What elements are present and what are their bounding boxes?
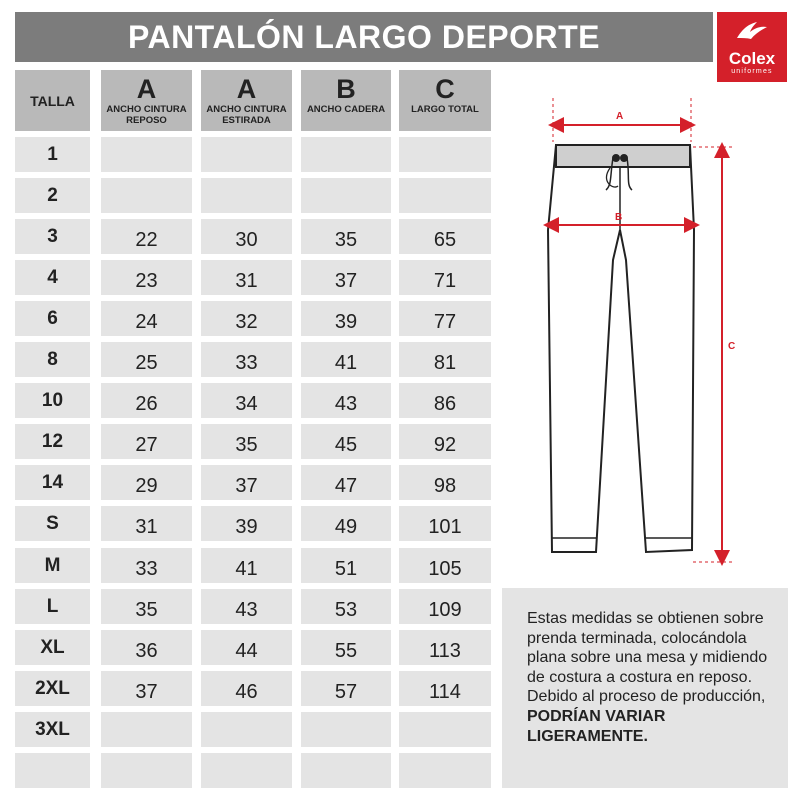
size-cell <box>15 506 90 541</box>
value: 23 <box>135 270 158 292</box>
value-cell <box>201 671 292 706</box>
value-cell <box>101 260 192 295</box>
size-cell <box>15 219 90 254</box>
value-cell <box>301 548 391 583</box>
value: 44 <box>235 640 258 662</box>
bird-icon <box>735 18 769 44</box>
value: 47 <box>334 475 358 497</box>
value-cell <box>301 630 391 665</box>
value-cell <box>301 712 391 747</box>
value-cell <box>399 506 491 541</box>
header-col-3 <box>301 70 391 131</box>
value: 33 <box>135 558 158 580</box>
value-cell <box>201 342 292 377</box>
value: 81 <box>433 352 457 374</box>
pants-outline <box>548 145 694 552</box>
value-cell <box>101 548 192 583</box>
value-cell <box>201 178 292 213</box>
value-cell <box>101 712 192 747</box>
header-col-2 <box>201 70 292 131</box>
page-title: PANTALÓN LARGO DEPORTE <box>15 12 713 62</box>
size-cell <box>15 424 90 459</box>
value: 55 <box>334 640 358 662</box>
value-cell <box>399 137 491 172</box>
size-cell <box>15 465 90 500</box>
size-cell <box>15 301 90 336</box>
value: 31 <box>135 516 158 538</box>
value-cell <box>201 383 292 418</box>
size-label: 2XL <box>35 677 70 699</box>
header-letter: A <box>236 74 257 104</box>
value: 113 <box>429 640 461 662</box>
value: 49 <box>334 516 358 538</box>
value-cell <box>101 589 192 624</box>
value-cell <box>201 506 292 541</box>
header-label: ANCHO CINTURA ESTIRADA <box>206 104 287 126</box>
value: 34 <box>235 393 258 415</box>
value-cell <box>301 178 391 213</box>
value: 35 <box>235 434 258 456</box>
value-cell <box>399 178 491 213</box>
size-label: M <box>44 554 61 576</box>
value-cell <box>101 301 192 336</box>
brand-sub: uniformes <box>731 68 773 75</box>
value-cell <box>201 589 292 624</box>
value-cell <box>399 383 491 418</box>
size-label: 8 <box>47 348 58 370</box>
value: 36 <box>135 640 158 662</box>
value: 24 <box>135 311 158 333</box>
value-cell <box>201 630 292 665</box>
value-cell <box>101 424 192 459</box>
size-cell <box>15 589 90 624</box>
size-cell <box>15 178 90 213</box>
size-label: 3XL <box>35 718 70 740</box>
value-cell <box>301 589 391 624</box>
size-label: S <box>46 512 59 534</box>
value: 43 <box>235 599 258 621</box>
value-cell <box>201 219 292 254</box>
value: 22 <box>135 229 158 251</box>
value: 57 <box>334 681 358 703</box>
value-cell <box>301 383 391 418</box>
value: 92 <box>433 434 457 456</box>
value: 46 <box>235 681 258 703</box>
value-cell <box>201 424 292 459</box>
value-cell <box>201 548 292 583</box>
dimension-c-label: C <box>728 341 736 352</box>
value-cell <box>201 260 292 295</box>
value: 101 <box>428 516 462 538</box>
value-cell <box>301 260 391 295</box>
value-cell <box>101 630 192 665</box>
value-cell <box>399 548 491 583</box>
value-cell <box>399 301 491 336</box>
size-cell <box>15 260 90 295</box>
size-cell <box>15 671 90 706</box>
size-cell <box>15 137 90 172</box>
size-label: 4 <box>47 266 58 288</box>
header-label: ANCHO CADERA <box>306 104 386 115</box>
value-cell <box>101 178 192 213</box>
value: 25 <box>135 352 158 374</box>
value-cell <box>301 301 391 336</box>
value-cell <box>301 671 391 706</box>
value-cell <box>301 219 391 254</box>
value-cell <box>399 753 491 788</box>
value: 65 <box>433 229 457 251</box>
value: 27 <box>135 434 158 456</box>
header-size: TALLA <box>15 70 90 131</box>
pants-diagram <box>500 90 790 580</box>
size-cell <box>15 712 90 747</box>
value: 53 <box>334 599 358 621</box>
size-cell <box>15 342 90 377</box>
value: 37 <box>334 270 358 292</box>
value-cell <box>201 712 292 747</box>
value: 114 <box>429 681 461 703</box>
value-cell <box>101 219 192 254</box>
value: 31 <box>235 270 258 292</box>
value-cell <box>101 137 192 172</box>
value: 41 <box>235 558 258 580</box>
value-cell <box>301 424 391 459</box>
value: 41 <box>334 352 358 374</box>
value-cell <box>399 671 491 706</box>
value-cell <box>399 342 491 377</box>
size-label: 14 <box>41 471 64 493</box>
dimension-b-label: B <box>615 212 623 223</box>
value: 71 <box>433 270 457 292</box>
value-cell <box>399 219 491 254</box>
brand-name: Colex <box>728 49 776 68</box>
header-label: LARGO TOTAL <box>411 104 479 115</box>
size-label: 6 <box>47 307 58 329</box>
value-cell <box>101 342 192 377</box>
brand-logo <box>717 12 787 82</box>
value: 37 <box>235 475 258 497</box>
value: 45 <box>334 434 358 456</box>
value-cell <box>301 753 391 788</box>
header-letter: A <box>136 74 157 104</box>
value-cell <box>201 753 292 788</box>
dimension-a-label: A <box>616 111 624 122</box>
value: 37 <box>135 681 158 703</box>
header-col-4 <box>399 70 491 131</box>
size-label: 3 <box>47 225 58 247</box>
value: 51 <box>334 558 358 580</box>
value: 35 <box>334 229 358 251</box>
value-cell <box>301 137 391 172</box>
value-cell <box>101 465 192 500</box>
size-label: 2 <box>47 184 58 206</box>
header-label: ANCHO CINTURA REPOSO <box>106 104 187 126</box>
size-cell <box>15 548 90 583</box>
value: 77 <box>433 311 457 333</box>
value-cell <box>201 137 292 172</box>
value-cell <box>301 506 391 541</box>
measurement-note <box>502 588 788 788</box>
value-cell <box>301 342 391 377</box>
value: 109 <box>428 599 462 621</box>
value-cell <box>201 301 292 336</box>
value: 98 <box>433 475 457 497</box>
size-label: 1 <box>47 143 58 165</box>
value: 26 <box>135 393 158 415</box>
value: 30 <box>235 229 258 251</box>
size-cell <box>15 630 90 665</box>
value: 35 <box>135 599 158 621</box>
value: 29 <box>135 475 158 497</box>
header-col-1 <box>101 70 192 131</box>
value: 33 <box>235 352 258 374</box>
size-label: XL <box>40 636 65 658</box>
value-cell <box>101 506 192 541</box>
note-emphasis: PODRÍAN VARIAR LIGERAMENTE. <box>527 707 666 745</box>
value: 32 <box>235 311 258 333</box>
header-letter: B <box>336 74 356 104</box>
value-cell <box>101 753 192 788</box>
value: 86 <box>433 393 457 415</box>
value-cell <box>399 630 491 665</box>
value: 105 <box>428 558 462 580</box>
value-cell <box>101 383 192 418</box>
value: 39 <box>334 311 358 333</box>
note-text: Estas medidas se obtienen sobre prenda terminada, colocándola plana sobre una mesa y midiendo de costura a costura en reposo. Debido al proceso de producción, <box>527 610 768 706</box>
value: 43 <box>334 393 358 415</box>
value-cell <box>301 465 391 500</box>
value-cell <box>399 465 491 500</box>
size-cell <box>15 753 90 788</box>
size-cell <box>15 383 90 418</box>
value-cell <box>201 465 292 500</box>
value-cell <box>399 260 491 295</box>
value-cell <box>399 424 491 459</box>
size-label: L <box>46 595 59 617</box>
size-label: 12 <box>41 430 64 452</box>
value-cell <box>399 589 491 624</box>
header-letter: C <box>435 74 455 104</box>
size-label: 10 <box>41 389 64 411</box>
value: 39 <box>235 516 258 538</box>
value-cell <box>101 671 192 706</box>
value-cell <box>399 712 491 747</box>
